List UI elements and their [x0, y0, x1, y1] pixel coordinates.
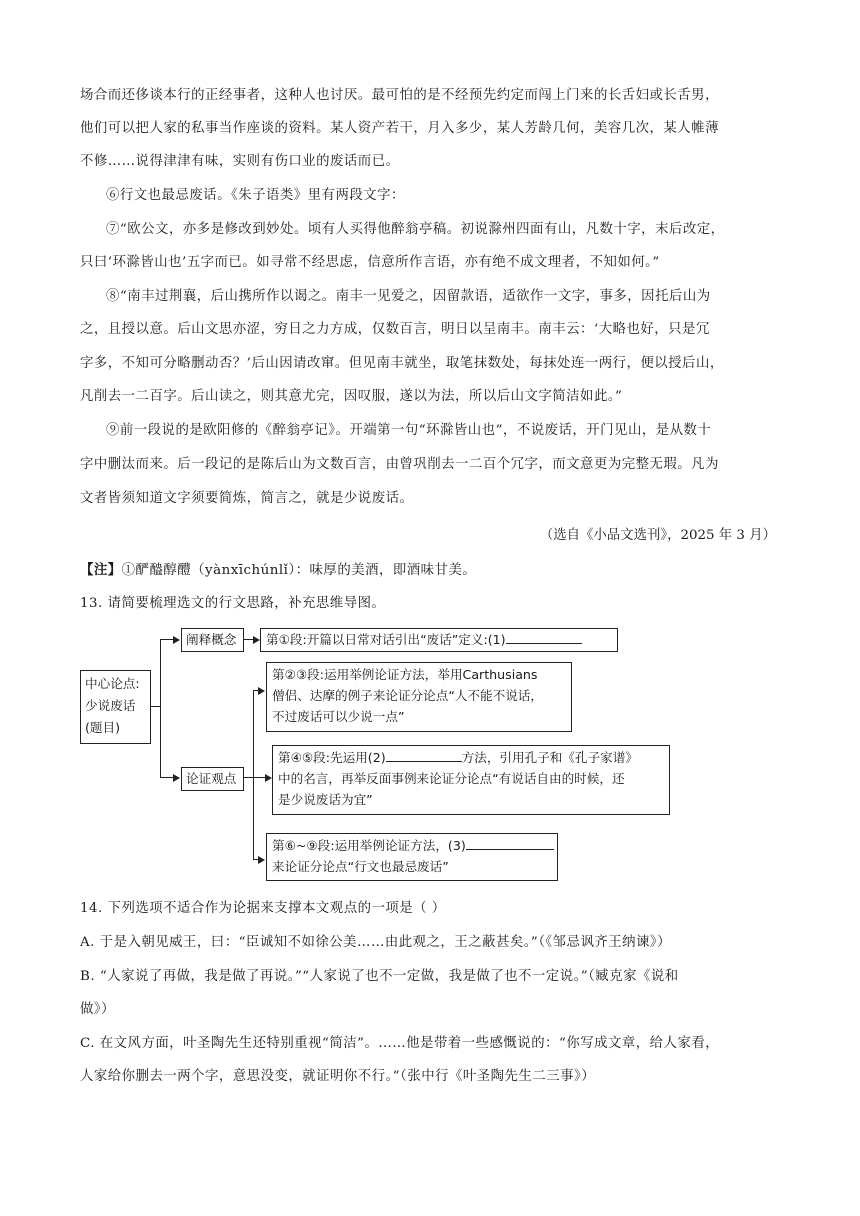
paragraph-6: ⑥行文也最忌废话。《朱子语类》里有两段文字： [106, 188, 405, 203]
answer-blank-3[interactable] [466, 835, 554, 850]
center-line: 中心论点: [85, 676, 140, 691]
question-14-prompt: 14. 下列选项不适合作为论据来支撑本文观点的一项是（ ） [80, 901, 446, 916]
arrow-icon [265, 774, 272, 782]
arrow-icon [253, 636, 260, 644]
paragraph-8-line: 凡削去一二百字。后山读之，则其意尤完，因叹服，遂以为法，所以后山文字简洁如此。” [80, 389, 623, 404]
center-argument-box [80, 670, 151, 744]
source-citation: （选自《小品文选刊》，2025 年 3 月） [539, 528, 776, 543]
connector [160, 639, 161, 778]
arrow-icon [173, 774, 180, 782]
center-line: (题目) [85, 720, 121, 735]
box-paragraph-6-9 [266, 833, 558, 881]
box-line: 中的名言，再举反面事例来论证分论点“有说话自由的时候，还 [278, 771, 625, 786]
box-paragraph-4-5 [272, 745, 670, 815]
box-text: 第①段:开篇以日常对话引出“废话”定义:(1) [266, 632, 506, 647]
note-label: 【注】 [80, 562, 122, 578]
answer-blank-2[interactable] [386, 747, 462, 762]
arrow-icon [173, 636, 180, 644]
option-c-line[interactable]: C. 在文风方面，叶圣陶先生还特别重视“简洁”。……他是带着一些感慨说的：“你写成文章，给人家看， [80, 1036, 720, 1051]
box-line: 来论证分论点“行文也最忌废话” [272, 859, 449, 874]
box-text: 第⑥~⑨段:运用举例论证方法，(3) [272, 838, 466, 853]
paragraph-8-line: ⑧“南丰过荆襄，后山携所作以谒之。南丰一见爱之，因留款语，适欲作一文字，事多，因托后山为 [106, 289, 711, 304]
box-line [272, 835, 552, 856]
paragraph-9-line: 字中删汰而来。后一段记的是陈后山为文数百言，由曾巩削去一二百个冗字，而文意更为完整无瑕。凡为 [80, 457, 719, 472]
passage-line: 不修……说得津津有味，实则有伤口业的废话而已。 [80, 154, 400, 169]
box-paragraph-1 [260, 628, 618, 652]
arrow-icon [258, 856, 265, 864]
paragraph-7-line: 只曰‘环滁皆山也’五字而已。如寻常不经思虑，信意所作言语，亦有绝不成文理者，不知如何。” [80, 255, 660, 270]
paragraph-7-line: ⑦“欧公文，亦多是修改到妙处。顷有人买得他醉翁亭稿。初说滁州四面有山，凡数十字，末后改定， [106, 222, 725, 237]
option-a[interactable]: A. 于是入朝见威王，曰：“臣诚知不如徐公美……由此观之，王之蔽甚矣。”（《邹忌讽齐王纳谏》） [80, 935, 671, 950]
paragraph-9-line: ⑨前一段说的是欧阳修的《醉翁亭记》。开端第一句“环滁皆山也”，不说废话，开门见山，是从数十 [106, 423, 712, 438]
option-b-line[interactable]: 做》） [80, 1002, 115, 1017]
note-text: ①酽醠醇醴（yànxīchúnlǐ）：味厚的美酒，即酒味甘美。 [121, 563, 477, 578]
box-line: 不过废话可以少说一点” [272, 709, 405, 724]
connector [160, 777, 174, 778]
paragraph-9-line: 文者皆须知道文字须要简炼，简言之，就是少说废话。 [80, 491, 414, 506]
box-paragraph-2-3 [266, 662, 572, 732]
arrow-icon [258, 687, 265, 695]
box-line: 第②③段:运用举例论证方法，举用Carthusians [272, 667, 538, 682]
paragraph-8-line: 字多，不知可分略删动否？’后山因请改窜。但见南丰就坐，取笔抹数处，每抹处连一两行，便以授后山， [80, 356, 724, 371]
box-text: 方法，引用孔子和《孔子家谱》 [461, 750, 638, 765]
passage-line: 他们可以把人家的私事当作座谈的资料。某人资产若干，月入多少，某人芳龄几何，美容几次，某人帷薄 [80, 121, 719, 136]
box-line [278, 747, 664, 768]
connector [160, 639, 174, 640]
box-line: 僧侣、达摩的例子来论证分论点“人不能不说话， [272, 688, 543, 703]
option-b-line[interactable]: B. “人家说了再做，我是做了再说。”“人家说了也不一定做，我是做了也不一定说。”（臧克家《说和 [80, 969, 679, 984]
center-line: 少说废话 [85, 698, 136, 713]
box-line: 是少说废话为宜” [278, 792, 373, 807]
branch-explain-concept: 阐释概念 [181, 628, 244, 652]
box-text: 第④⑤段:先运用(2) [278, 750, 386, 765]
question-13-prompt: 13. 请简要梳理选文的行文思路，补充思维导图。 [80, 596, 386, 611]
passage-line: 场合而还侈谈本行的正经事者，这种人也讨厌。最可怕的是不经预先约定而闯上门来的长舌妇或长舌男， [80, 88, 719, 103]
paragraph-8-line: 之，且授以意。后山文思亦涩，穷日之力方成，仅数百言，明日以呈南丰。南丰云：‘大略也好，只是冗 [80, 322, 710, 337]
branch-argue-viewpoint: 论证观点 [181, 767, 244, 791]
footnote [80, 560, 476, 581]
option-c-line[interactable]: 人家给你删去一两个字，意思没变，就证明你不行。”（张中行《叶圣陶先生二三事》） [80, 1069, 596, 1084]
connector [253, 690, 254, 860]
answer-blank-1[interactable] [506, 629, 582, 644]
